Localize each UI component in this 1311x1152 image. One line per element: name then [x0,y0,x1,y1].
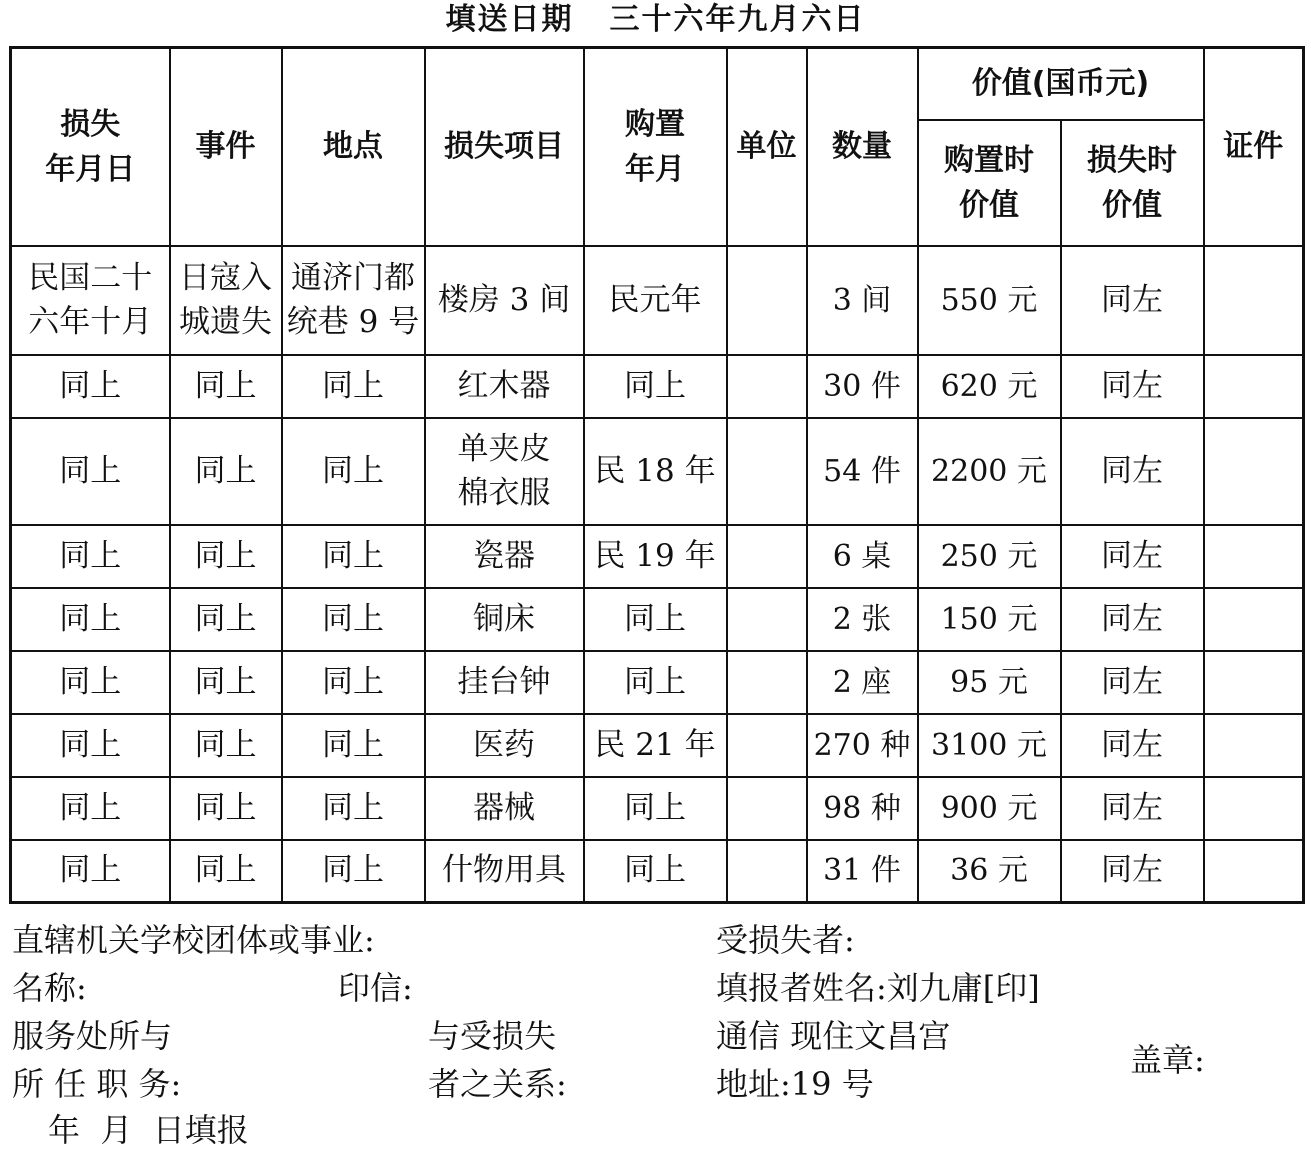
property-loss-table [9,46,1305,904]
cell-event: 同上 [170,651,282,714]
cell-event: 同上 [170,355,282,418]
office-label-line2: 所 任 职 务: [12,1065,182,1103]
cell-item: 楼房 3 间 [425,246,584,355]
cell-purchase-value: 620 元 [918,355,1061,418]
cell-purchase-date: 同上 [584,777,727,840]
cell-purchase-date: 民 18 年 [584,418,727,525]
cell-certificate [1204,588,1304,651]
header-unit: 单位 [727,48,807,246]
reporter-name: 刘九庸[印] [886,969,1040,1007]
table-row [11,777,1304,840]
cell-quantity: 2 张 [807,588,918,651]
cell-event: 同上 [170,777,282,840]
table-row [11,714,1304,777]
fill-date-value: 三十六年九月六日 [609,2,866,37]
contact-label-line2: 地址: [716,1065,791,1103]
cell-loss-date: 同上 [11,355,170,418]
cell-certificate [1204,525,1304,588]
seal-label: 印信: [338,969,413,1007]
cell-location: 同上 [282,777,425,840]
cell-purchase-date: 民 19 年 [584,525,727,588]
cell-loss-value: 同左 [1061,355,1204,418]
header-loss-value: 损失时 价值 [1061,120,1204,246]
cell-unit [727,714,807,777]
header-value-group: 价值(国币元) [918,48,1204,120]
cell-purchase-date: 同上 [584,355,727,418]
cell-unit [727,525,807,588]
cell-item: 瓷器 [425,525,584,588]
office-label-line1: 服务处所与 [12,1017,173,1055]
cell-item: 红木器 [425,355,584,418]
cell-item: 铜床 [425,588,584,651]
cell-purchase-value: 95 元 [918,651,1061,714]
cell-purchase-date: 同上 [584,840,727,903]
table-row [11,840,1304,903]
cell-item: 医药 [425,714,584,777]
cell-purchase-value: 3100 元 [918,714,1061,777]
cell-loss-value: 同左 [1061,651,1204,714]
contact-address: 现住文昌宫 [790,1017,951,1055]
cell-purchase-date: 同上 [584,588,727,651]
table-row [11,418,1304,525]
cell-purchase-date: 民元年 [584,246,727,355]
cell-location: 同上 [282,714,425,777]
cell-quantity: 31 件 [807,840,918,903]
cell-event: 同上 [170,588,282,651]
cell-item: 挂台钟 [425,651,584,714]
cell-event: 同上 [170,418,282,525]
table-row [11,246,1304,355]
header-purchase-date: 购置 年月 [584,48,727,246]
cell-loss-date: 同上 [11,714,170,777]
cell-quantity: 6 桌 [807,525,918,588]
cell-loss-value: 同左 [1061,418,1204,525]
cell-item: 单夹皮 棉衣服 [425,418,584,525]
cell-loss-value: 同左 [1061,840,1204,903]
cell-purchase-value: 900 元 [918,777,1061,840]
cell-loss-value: 同左 [1061,777,1204,840]
fill-date-line [0,0,1311,44]
cell-location: 同上 [282,840,425,903]
cell-loss-value: 同左 [1061,714,1204,777]
cell-location: 通济门都 统巷 9 号 [282,246,425,355]
cell-location: 同上 [282,525,425,588]
cell-location: 同上 [282,418,425,525]
cell-loss-value: 同左 [1061,588,1204,651]
contact-label-line1: 通信 [716,1017,781,1055]
name-label: 名称: [12,969,87,1007]
cell-loss-date: 同上 [11,651,170,714]
table-row [11,355,1304,418]
cell-unit [727,246,807,355]
cell-purchase-value: 36 元 [918,840,1061,903]
cell-certificate [1204,246,1304,355]
cell-quantity: 3 间 [807,246,918,355]
table-row [11,651,1304,714]
cell-quantity: 98 种 [807,777,918,840]
cell-item: 器械 [425,777,584,840]
cell-event: 日寇入 城遗失 [170,246,282,355]
cell-unit [727,355,807,418]
relation-label-line1: 与受损失 [428,1017,557,1055]
relation-label-line2: 者之关系: [428,1065,567,1103]
cell-purchase-value: 550 元 [918,246,1061,355]
cell-loss-date: 同上 [11,418,170,525]
cell-purchase-value: 150 元 [918,588,1061,651]
cell-certificate [1204,714,1304,777]
contact-line2 [716,1064,874,1104]
cell-quantity: 30 件 [807,355,918,418]
cell-loss-date: 民国二十 六年十月 [11,246,170,355]
header-quantity: 数量 [807,48,918,246]
cell-certificate [1204,418,1304,525]
header-purchase-value: 购置时 价值 [918,120,1061,246]
cell-unit [727,588,807,651]
cell-quantity: 2 座 [807,651,918,714]
cell-event: 同上 [170,525,282,588]
cell-location: 同上 [282,651,425,714]
cell-purchase-value: 2200 元 [918,418,1061,525]
table-row [11,525,1304,588]
cell-certificate [1204,651,1304,714]
cell-unit [727,840,807,903]
cell-quantity: 270 种 [807,714,918,777]
header-loss-date: 损失 年月日 [11,48,170,246]
contact-line1 [716,1016,950,1056]
header-certificate: 证件 [1204,48,1304,246]
stamp-label: 盖章: [1130,1041,1205,1079]
cell-event: 同上 [170,714,282,777]
org-label: 直辖机关学校团体或事业: [12,921,375,959]
cell-quantity: 54 件 [807,418,918,525]
fill-date-label: 填送日期 [445,2,574,37]
cell-loss-date: 同上 [11,840,170,903]
table-row [11,588,1304,651]
contact-number: 19 号 [790,1065,874,1103]
cell-loss-value: 同左 [1061,246,1204,355]
cell-certificate [1204,777,1304,840]
header-item: 损失项目 [425,48,584,246]
cell-certificate [1204,840,1304,903]
cell-item: 什物用具 [425,840,584,903]
cell-unit [727,651,807,714]
cell-certificate [1204,355,1304,418]
report-date-line: 年 月 日填报 [48,1111,249,1149]
cell-unit [727,777,807,840]
cell-event: 同上 [170,840,282,903]
cell-loss-value: 同左 [1061,525,1204,588]
header-location: 地点 [282,48,425,246]
cell-location: 同上 [282,355,425,418]
reporter-line [716,968,1040,1008]
cell-unit [727,418,807,525]
victim-label: 受损失者: [716,921,855,959]
header-event: 事件 [170,48,282,246]
cell-location: 同上 [282,588,425,651]
reporter-label: 填报者姓名: [716,969,887,1007]
cell-purchase-date: 同上 [584,651,727,714]
cell-loss-date: 同上 [11,525,170,588]
cell-loss-date: 同上 [11,777,170,840]
cell-purchase-date: 民 21 年 [584,714,727,777]
cell-purchase-value: 250 元 [918,525,1061,588]
cell-loss-date: 同上 [11,588,170,651]
